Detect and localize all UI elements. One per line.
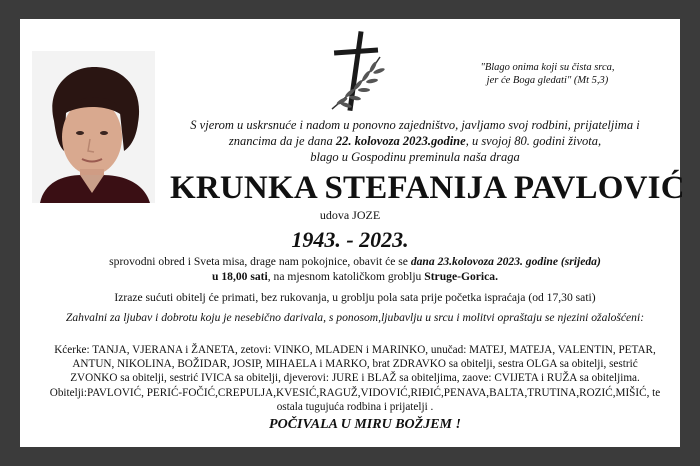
date-of-death: 22. kolovoza 2023.godine (335, 134, 466, 148)
closing-line: POČIVALA U MIRU BOŽJEM ! (269, 417, 461, 432)
funeral-line-2 (40, 270, 670, 285)
life-years: 1943. - 2023. (291, 227, 409, 252)
mourners-line-4: Obitelji:PAVLOVIĆ, PERIĆ-FOČIĆ,CREPULJA,KVESIĆ,RAGUŽ,VIDOVIĆ,RIĐIĆ,PENAVA,BALTA,TRUTINA,ROZIĆ,MIŠIĆ, te (49, 386, 661, 399)
mourners-line-2: ANTUN, NIKOLINA, BOŽIDAR, JOSIP, MIHAELA i MARKO, brat ZDRAVKO sa obitelji, sestra OLGA sa obitelji, sestrić (72, 358, 638, 371)
condolences-note: Izraze sućuti obitelj će primati, bez rukovanja, u groblju pola sata prije početka ispraćaja (od 17,30 sati) (114, 291, 596, 304)
quote-line-2: jer će Boga gledati" (Mt 5,3) (486, 75, 609, 86)
deceased-name: KRUNKA STEFANIJA PAVLOVIĆ (170, 170, 685, 206)
widow-of: udova JOZE (319, 208, 381, 222)
funeral-text-2: , na mjesnom katoličkom groblju (267, 269, 425, 283)
mourners-line-3: ZVONKO sa obitelji, sestrić IVICA sa obitelji, djeverovi: JURE i BLAŽ sa obiteljima, zaove: CVIJETA i RUŽA sa obiteljima. (70, 372, 640, 385)
thanks-note: Zahvalni za ljubav i dobrotu koju je nesebično darivala, s ponosom,ljubavlju u srcu i molitvi opraštaju se njezini ožalošćeni: (65, 311, 645, 324)
funeral-line-1 (40, 255, 670, 270)
funeral-time: u 18,00 sati (212, 269, 268, 283)
quote-line-1: "Blago onima koji su čista srca, (480, 62, 615, 73)
funeral-details (40, 255, 670, 284)
portrait-photo (32, 51, 155, 203)
mourners-list (40, 343, 670, 414)
funeral-place: Struge-Gorica. (424, 269, 498, 283)
obituary-paper (20, 19, 685, 447)
intro-line-3: blago u Gospodinu preminula naša draga (310, 150, 520, 164)
bible-quote (450, 61, 645, 87)
intro-text-age: , u svojoj 80. godini života, (465, 134, 602, 148)
intro-text: znancima da je dana (228, 134, 336, 148)
funeral-date: dana 23.kolovoza 2023. godine (srijeda) (410, 255, 601, 268)
cross-icon (322, 27, 394, 115)
intro-line-2 (160, 133, 670, 149)
funeral-text: sprovodni obred i Sveta misa, drage nam pokojnice, obavit će se (109, 255, 411, 268)
mourners-line-5: ostala tugujuća rodbina i prijatelji . (276, 400, 434, 413)
intro-line-1: S vjerom u uskrsnuće i nadom u ponovno zajedništvo, javljamo svoj rodbini, prijateljima i (190, 118, 640, 132)
mourners-line-1: Kćerke: TANJA, VJERANA i ŽANETA, zetovi: VINKO, MLADEN i MARINKO, unučad: MATEJ, MATEJA, VALENTIN, PETAR, (54, 344, 656, 356)
announcement-intro (160, 117, 670, 165)
